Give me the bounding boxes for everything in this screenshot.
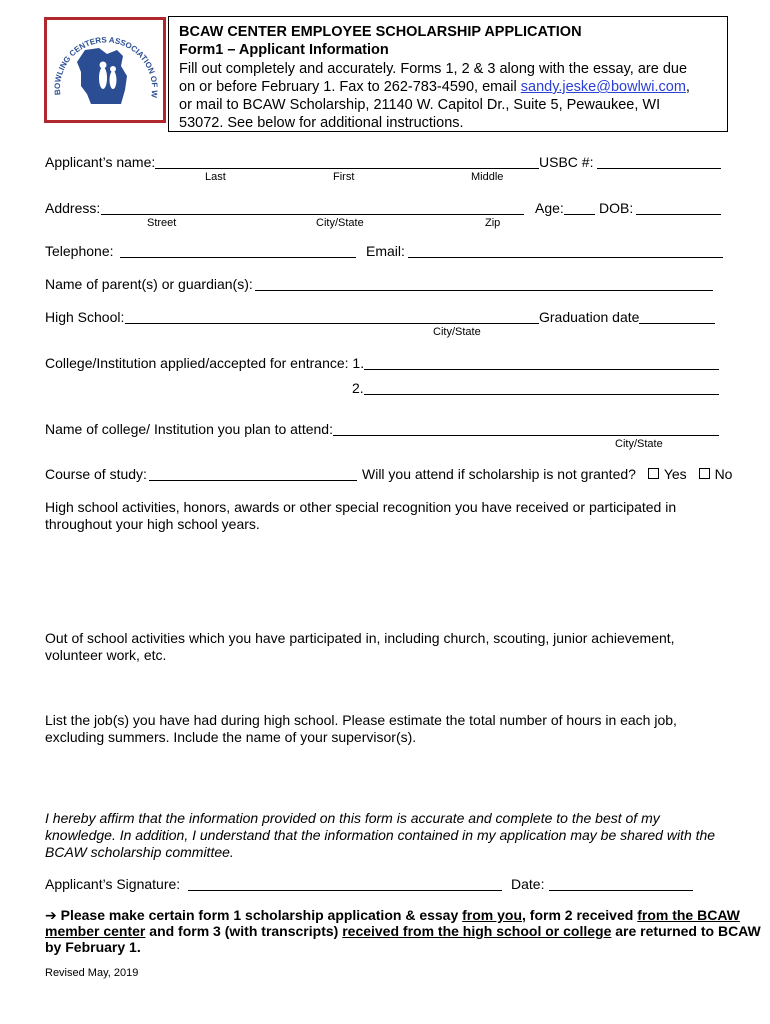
graduation-label: Graduation date (539, 309, 640, 325)
notice-text: and form 3 (with transcripts) (145, 923, 343, 939)
signature-field[interactable] (188, 890, 502, 891)
college-applied-field-2[interactable] (364, 394, 719, 395)
telephone-label: Telephone: (45, 243, 114, 259)
no-label: No (714, 466, 733, 482)
address-citystate-caption: City/State (316, 217, 364, 229)
name-first-caption: First (333, 171, 355, 183)
affirmation-line: BCAW scholarship committee. (45, 844, 234, 860)
signature-label (45, 876, 180, 893)
form-title: BCAW CENTER EMPLOYEE SCHOLARSHIP APPLICATION (179, 24, 582, 40)
notice-text: are returned to BCAW (611, 923, 761, 939)
instructions-line (179, 78, 724, 96)
instructions-line: or mail to BCAW Scholarship, 21140 W. Capitol Dr., Suite 5, Pewaukee, WI (179, 97, 661, 113)
date-colon: : (540, 876, 545, 892)
instructions-line: 53072. See below for additional instructions. (179, 115, 464, 131)
form-subtitle: Form1 – Applicant Information (179, 42, 389, 58)
dob-field[interactable] (636, 214, 721, 215)
address-street-caption: Street (147, 217, 177, 229)
email-label: Email: (366, 243, 405, 259)
hs-activities-prompt (45, 499, 676, 533)
date-label (511, 876, 544, 893)
jobs-prompt (45, 712, 677, 746)
notice-underlined: from you (462, 907, 523, 923)
signature-label-text: Applicant’s Signature (45, 876, 177, 892)
email-link[interactable]: sandy.jeske@bowlwi.com (520, 79, 686, 95)
notice-line: by February 1. (45, 939, 141, 955)
college-attend-field[interactable] (333, 435, 719, 436)
affirmation-line: I hereby affirm that the information provided on this form is accurate and complete to the best of my (45, 810, 660, 826)
hs-activities-answer-area[interactable] (45, 538, 725, 623)
attend-question-text: Will you attend if scholarship is not granted? (362, 466, 636, 482)
dob-label: DOB: (599, 200, 634, 216)
out-activities-prompt (45, 630, 675, 664)
affirmation-text (45, 810, 715, 861)
age-field[interactable] (564, 214, 595, 215)
date-field[interactable] (549, 890, 693, 891)
college-attend-label: Name of college/ Institution you plan to attend: (45, 421, 333, 437)
logo-text: BOWLING CENTERS ASSOCIATION OF W (52, 35, 160, 99)
age-label: Age: (535, 200, 564, 216)
address-field[interactable] (101, 214, 524, 215)
college-citystate-caption: City/State (615, 438, 663, 450)
bcaw-logo (44, 17, 166, 123)
high-school-label: High School: (45, 309, 125, 325)
instructions (179, 60, 724, 132)
no-checkbox[interactable] (699, 468, 710, 479)
course-label: Course of study: (45, 466, 147, 482)
notice-line (45, 907, 740, 923)
usbc-field[interactable] (597, 168, 721, 169)
prompt-line: High school activities, honors, awards or other special recognition you have received or participated in (45, 499, 677, 515)
address-zip-caption: Zip (485, 217, 501, 229)
wisconsin-bowling-icon (47, 20, 163, 120)
attend-question (362, 466, 732, 483)
jobs-answer-area[interactable] (45, 750, 725, 805)
email-field[interactable] (408, 257, 723, 258)
notice-underlined: member center (45, 923, 146, 939)
name-last-caption: Last (205, 171, 226, 183)
college-applied-label: College/Institution applied/accepted for entrance: 1. (45, 355, 365, 371)
graduation-field[interactable] (639, 323, 715, 324)
parent-label: Name of parent(s) or guardian(s): (45, 276, 253, 292)
prompt-line: volunteer work, etc. (45, 647, 167, 663)
notice-text: , form 2 received (522, 907, 638, 923)
college-applied-label-2: 2. (352, 380, 364, 396)
prompt-line: excluding summers. Include the name of your supervisor(s). (45, 729, 417, 745)
out-activities-answer-area[interactable] (45, 668, 725, 708)
instructions-text: on or before February 1. Fax to 262-783-4590, email (179, 79, 521, 95)
arrow-icon: ➔ (45, 907, 57, 923)
high-school-field[interactable] (125, 323, 539, 324)
yes-label: Yes (663, 466, 687, 482)
affirmation-line: knowledge. In addition, I understand that the information contained in my application may be shared with the (45, 827, 716, 843)
submission-notice (45, 907, 761, 955)
prompt-line: Out of school activities which you have participated in, including church, scouting, junior achievement, (45, 630, 675, 646)
instructions-line: Fill out completely and accurately. Forms 1, 2 & 3 along with the essay, are due (179, 61, 688, 77)
address-label: Address: (45, 200, 101, 216)
notice-underlined: from the BCAW (637, 907, 740, 923)
applicant-name-field[interactable] (155, 168, 539, 169)
parent-field[interactable] (255, 290, 713, 291)
notice-text: Please make certain form 1 scholarship application & essay (60, 907, 463, 923)
revised-date: Revised May, 2019 (45, 967, 139, 979)
notice-line (45, 923, 761, 939)
signature-colon: : (176, 876, 181, 892)
date-label-text: Date (511, 876, 541, 892)
usbc-label: USBC #: (539, 154, 594, 170)
applicant-name-label: Applicant’s name: (45, 154, 156, 170)
course-field[interactable] (149, 480, 357, 481)
yes-checkbox[interactable] (648, 468, 659, 479)
telephone-field[interactable] (120, 257, 356, 258)
name-middle-caption: Middle (471, 171, 504, 183)
instructions-text: , (685, 79, 690, 95)
college-applied-field-1[interactable] (364, 369, 719, 370)
prompt-line: List the job(s) you have had during high school. Please estimate the total number of hours in each job, (45, 712, 677, 728)
notice-underlined: received from the high school or college (342, 923, 612, 939)
header-box (168, 16, 728, 132)
prompt-line: throughout your high school years. (45, 516, 260, 532)
high-school-citystate-caption: City/State (433, 326, 481, 338)
